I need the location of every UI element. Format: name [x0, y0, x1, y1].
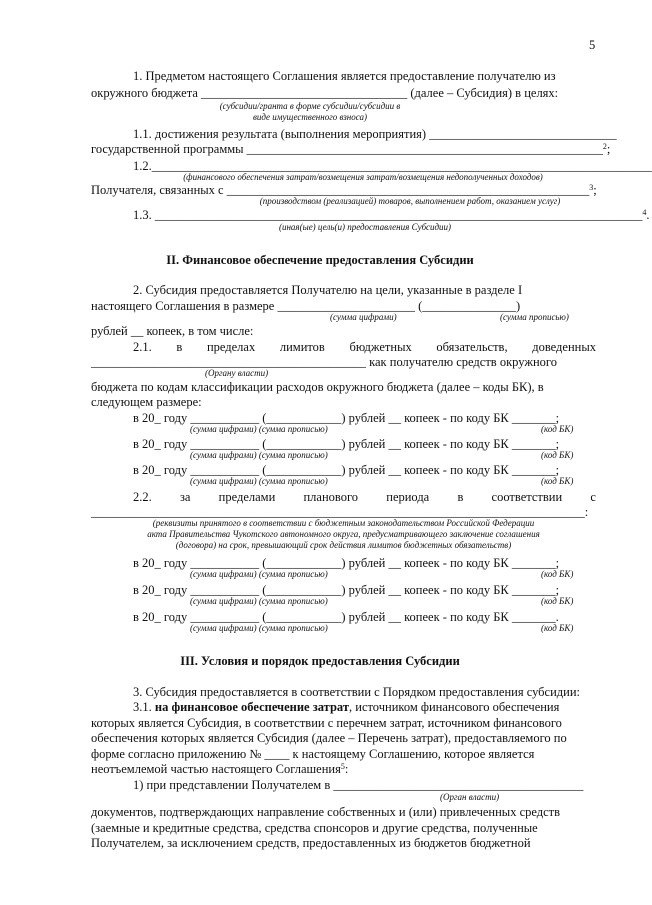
budget-row: в 20_ году ___________ (____________) рублей __ копеек - по коду БК _______;	[133, 411, 560, 425]
hint-sum-digits: (сумма цифрами)	[330, 312, 397, 322]
paragraph-3-1-line-1: 3.1. на финансовое обеспечение затрат, источником финансового обеспечения	[133, 700, 560, 714]
paragraph-2-line-2: настоящего Соглашения в размере ______________________ (_______________)	[91, 299, 521, 313]
paragraph-2-2-line-2: _______________________________________________________________________________:	[91, 505, 589, 519]
hint-other-goals: (иная(ые) цель(и) предоставления Субсидии)	[278, 222, 452, 232]
hint-subsidy-type-b: виде имущественного взноса)	[252, 112, 368, 122]
paragraph-2-2-line-1: 2.2. за пределами планового периода в соответствии с	[133, 490, 596, 504]
paragraph-3-1-line-4: форме согласно приложению № ____ к настоящему Соглашению, которое является	[91, 747, 535, 761]
page-number: 5	[589, 38, 596, 52]
paragraph-2-1-line-1: 2.1. в пределах лимитов бюджетных обязательств, доведенных	[133, 340, 596, 354]
budget-row: в 20_ году ___________ (____________) рублей __ копеек - по коду БК _______;	[133, 556, 560, 570]
paragraph-1-line-2: окружного бюджета _________________________________ (далее – Субсидия) в целях:	[91, 86, 559, 100]
budget-row: в 20_ году ___________ (____________) рублей __ копеек - по коду БК _______;	[133, 583, 560, 597]
footnote-4: 4	[642, 208, 647, 217]
paragraph-2-1-line-2: ____________________________________________ как получателю средств окружного	[91, 355, 557, 369]
paragraph-1-line-1: 1. Предметом настоящего Соглашения является предоставление получателю из	[133, 69, 556, 83]
hint-authority-2: (Орган власти)	[440, 792, 500, 802]
paragraph-2-1-line-4: следующем размере:	[91, 395, 202, 409]
paragraph-2-line-3: рублей __ копеек, в том числе:	[91, 324, 254, 338]
budget-row-hint-code: (код БК)	[541, 569, 574, 579]
paragraph-3-1-line-8: Получателем, за исключением средств, предоставленных из бюджетов бюджетной	[91, 836, 531, 850]
budget-row-hint-code: (код БК)	[541, 450, 574, 460]
paragraph-3-line-1: 3. Субсидия предоставляется в соответствии с Порядком предоставления субсидии:	[133, 685, 580, 699]
budget-row: в 20_ году ___________ (____________) рублей __ копеек - по коду БК _______.	[133, 610, 559, 624]
paragraph-3-1-item-1: 1) при представлении Получателем в ________________________________________	[133, 778, 584, 792]
hint-production: (производством (реализацией) товаров, выполнением работ, оказанием услуг)	[259, 196, 561, 206]
budget-row-hint-code: (код БК)	[541, 476, 574, 486]
hint-sum-words: (сумма прописью)	[500, 312, 569, 322]
section-3-heading: III. Условия и порядок предоставления Субсидии	[180, 654, 460, 668]
paragraph-3-1-line-6: документов, подтверждающих направление собственных и (или) привлеченных средств	[91, 805, 561, 819]
budget-row-hint: (сумма цифрами) (сумма прописью)	[190, 450, 328, 460]
hint-financing-type: (финансового обеспечения затрат/возмещения затрат/возмещения недополученных доходов)	[183, 172, 543, 182]
budget-row-hint: (сумма цифрами) (сумма прописью)	[190, 424, 328, 434]
hint-subsidy-type-a: (субсидии/гранта в форме субсидии/субсидии в	[219, 101, 401, 111]
budget-row-hint: (сумма цифрами) (сумма прописью)	[190, 596, 328, 606]
budget-row-hint: (сумма цифрами) (сумма прописью)	[190, 476, 328, 486]
paragraph-2-line-1: 2. Субсидия предоставляется Получателю на цели, указанные в разделе I	[133, 283, 523, 297]
paragraph-3-1-line-2: которых является Субсидия, в соответствии с перечнем затрат, источником финансового	[91, 716, 562, 730]
section-2-heading: II. Финансовое обеспечение предоставления Субсидии	[166, 253, 474, 267]
paragraph-1-1-line-1: 1.1. достижения результата (выполнения мероприятия) ______________________________	[133, 127, 617, 141]
budget-row-hint-code: (код БК)	[541, 596, 574, 606]
budget-row: в 20_ году ___________ (____________) рублей __ копеек - по коду БК _______;	[133, 463, 560, 477]
budget-row-hint: (сумма цифрами) (сумма прописью)	[190, 569, 328, 579]
footnote-2: 2	[602, 142, 607, 151]
paragraph-1-2-line-1: 1.2.________________________________________________________________________________	[133, 159, 652, 173]
paragraph-1-1-line-2: государственной программы _________________________________________________________$^2$;	[91, 142, 611, 156]
paragraph-3-1-line-5: неотъемлемой частью настоящего Соглашения$^5$:	[91, 762, 349, 776]
hint-legal-act-3: (договора) на срок, превышающий срок действия лимитов бюджетных обязательств)	[175, 540, 512, 550]
hint-legal-act-1: (реквизиты принятого в соответствии с бюджетным законодательством Российской Федерации	[152, 518, 535, 528]
budget-row-hint-code: (код БК)	[541, 424, 574, 434]
footnote-3: 3	[589, 183, 594, 192]
paragraph-1-2-line-2: Получателя, связанных с __________________________________________________________$^3$;	[91, 183, 597, 197]
budget-row-hint: (сумма цифрами) (сумма прописью)	[190, 623, 328, 633]
budget-row: в 20_ году ___________ (____________) рублей __ копеек - по коду БК _______;	[133, 437, 560, 451]
paragraph-3-1-line-7: (заемные и кредитные средства, средства спонсоров и другие средства, полученные	[91, 821, 538, 835]
hint-authority: (Органу власти)	[205, 368, 269, 378]
budget-row-hint-code: (код БК)	[541, 623, 574, 633]
paragraph-1-3-line: 1.3. ______________________________________________________________________________$^4$.	[133, 208, 650, 222]
paragraph-2-1-line-3: бюджета по кодам классификации расходов окружного бюджета (далее – коды БК), в	[91, 380, 544, 394]
hint-legal-act-2: акта Правительства Чукотского автономного округа, предусматривающего заключение соглашения	[147, 529, 540, 539]
footnote-5: 5	[340, 762, 345, 771]
paragraph-3-1-line-3: обеспечения которых является Субсидия (далее – Перечень затрат), предоставляемого по	[91, 731, 567, 745]
paragraph-3-1-bold: на финансовое обеспечение затрат	[154, 700, 349, 714]
